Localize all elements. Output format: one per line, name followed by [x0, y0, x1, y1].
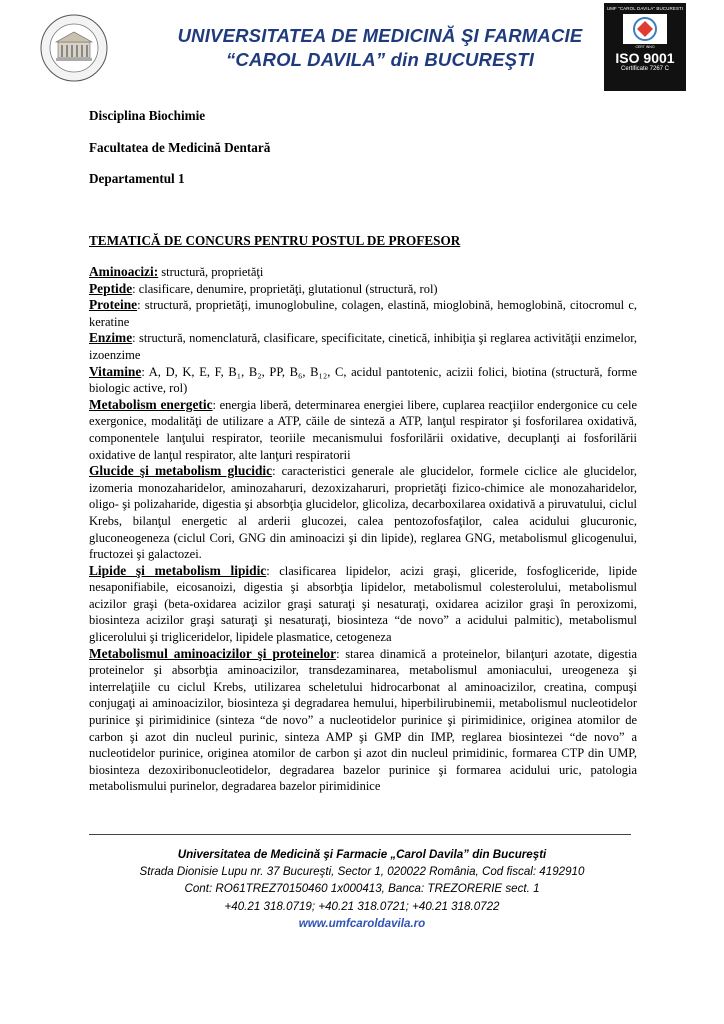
- topic-term: Peptide: [89, 280, 133, 296]
- university-title: [150, 24, 610, 72]
- cert-logo-text: CERT INNO: [635, 45, 655, 49]
- topic-text: : clasificarea lipidelor, acizi graşi, gliceride, fosfogliceride, lipide nesaponifiabile, eicosanoizi, digestia şi absorbţia lipidelor, metabolismul colesterolului, metabolismul acizilor graşi (beta-oxidarea acizilor graşi saturaţi şi nesaturaţi, oxidarea acizilor graşi în peroxizomi, biosinteza acizilor graşi saturaţi şi nesaturaţi, biosinteza “de novo” a acidului palmitic), metabolismul glicerolului şi trigliceridelor, lipidele plasmatice, cetogeneza: [89, 563, 638, 645]
- title-line-2: “CAROL DAVILA” din BUCUREŞTI: [225, 49, 535, 70]
- cert-inno-logo: [623, 14, 667, 44]
- footer-divider: [89, 834, 631, 835]
- topic-item: [89, 281, 637, 298]
- iso-certificate-number: Certificate 7267 C: [620, 66, 670, 72]
- topic-text: : structură, proprietăţi, imunoglobuline, colagen, elastină, mioglobină, hemoglobină, citocromul c, keratine: [89, 298, 637, 329]
- topic-term: Metabolismul aminoacizilor şi proteinelor: [89, 645, 337, 661]
- topic-text: : energia liberă, determinarea energiei libere, cuplarea reacţiilor endergonice cu cele exergonice, modalităţi de utilizare a ATP, căile de sinteză a ATP, lanţul respirator şi fosforilarea oxidativă, componentele lanţului respirator, teoriile mecanismului fosforilării oxidative, decuplanţi ai fosforilării oxidative de lanţul respirator, alte lanţuri respiratorii: [89, 397, 637, 462]
- footer-address: Strada Dionisie Lupu nr. 37 Bucureşti, Sector 1, 020022 România, Cod fiscal: 4192910: [139, 865, 585, 879]
- topic-item: [89, 330, 637, 363]
- faculty-label: Facultatea de Medicină Dentară: [89, 140, 271, 155]
- document-heading: TEMATICĂ DE CONCURS PENTRU POSTUL DE PROFESOR: [89, 233, 461, 248]
- topic-term: Lipide şi metabolism lipidic: [89, 562, 267, 578]
- topics-list: [89, 264, 637, 795]
- university-crest-logo: [40, 14, 108, 82]
- footer: [60, 846, 664, 932]
- iso-certification-badge: [604, 3, 686, 91]
- topic-term: Aminoacizi:: [89, 264, 159, 279]
- iso-top-text: UMF "CAROL DAVILA" BUCURESTI: [606, 6, 684, 11]
- department-label: Departamentul 1: [89, 171, 185, 186]
- footer-phone-numbers: +40.21 318.0719; +40.21 318.0721; +40.21 318.0722: [224, 899, 500, 913]
- title-line-1: UNIVERSITATEA DE MEDICINĂ ŞI FARMACIE: [177, 25, 583, 46]
- topic-term: Metabolism energetic: [89, 396, 213, 412]
- topic-item: [89, 397, 637, 463]
- footer-bank-account: Cont: RO61TREZ70150460 1x000413, Banca: TREZORERIE sect. 1: [184, 882, 540, 896]
- topic-text: : clasificare, denumire, proprietăţi, glutationul (structură, rol): [132, 281, 438, 296]
- topic-item: [89, 297, 637, 330]
- discipline-label: Disciplina Biochimie: [89, 108, 206, 123]
- topic-term: Glucide şi metabolism glucidic: [89, 463, 273, 479]
- footer-website-link[interactable]: www.umfcaroldavila.ro: [298, 916, 426, 930]
- iso-label: ISO 9001: [615, 50, 675, 66]
- topic-text: : starea dinamică a proteinelor, bilanţuri azotate, digestia proteinelor şi absorbţia aminoacizilor, transdezaminarea, metabolismul amoniacului, ureogeneza şi interrelaţiile cu ciclul Krebs, utilizarea scheletului hidrocarbonat al aminoacizilor, creatina, compuşi conjugaţi ai aminoacizilor, biosinteza şi degradarea hemului, hiperbilirubinemii, metabolismul nucleotidelor purinice şi pirimidinice (sinteza “de novo” a nucleotidelor purinice şi pirimidinice, originea atomilor de carbon şi azot din nucleul purinic, sinteza AMP şi GMP din IMP, reglarea biosintezei “de novo” a nucleotidelor purinice, originea atomilor de carbon şi azot din nucleul primidinic, formarea CTP din UMP, biosinteza dezoxiribonucleotidelor, degradarea bazelor purinice şi formarea acidului uric, patologia metabolismului purinelor, degradarea bazelor pirimidinice: [89, 646, 637, 794]
- topic-item: [89, 563, 637, 646]
- topic-text: : caracteristici generale ale glucidelor, formele ciclice ale glucidelor, izomeria monozaharidelor, aminozaharuri, dezoxizaharuri, proprietăţi fizico-chimice ale monozaharidelor, oligo- şi polizaharide, digestia şi absorbţia glucidelor, glicoliza, decarboxilarea oxidativă a piruvatului, ciclul Krebs, bilanţul energetic al arderii glucozei, calea pentozofosfaţilor, calea acidului glucuronic, gluconeogeneza (ciclul Cori, GNG din aminoacizi şi din lipide), reglarea GNG, metabolismul glicogenului, fructozei şi galactozei.: [89, 464, 637, 562]
- topic-item: [89, 364, 637, 397]
- topic-term: Vitamine: [89, 363, 142, 379]
- topic-item: [89, 264, 637, 281]
- topic-item: [89, 463, 637, 563]
- topic-item: [89, 646, 637, 795]
- topic-term: Proteine: [89, 297, 138, 313]
- topic-text: : A, D, K, E, F, B₁, B₂, PP, B₆, B₁₂, C, acidul pantotenic, acizii folici, biotina (structură, forme biologic active, rol): [89, 364, 637, 396]
- footer-university-name: Universitatea de Medicină şi Farmacie „Carol Davila” din Bucureşti: [177, 848, 547, 861]
- topic-term: Enzime: [89, 330, 133, 346]
- topic-text: : structură, nomenclatură, clasificare, specificitate, cinetică, inhibiţia şi reglarea activităţii enzimelor, izoenzime: [89, 331, 637, 362]
- topic-text: structură, proprietăţi: [158, 265, 264, 279]
